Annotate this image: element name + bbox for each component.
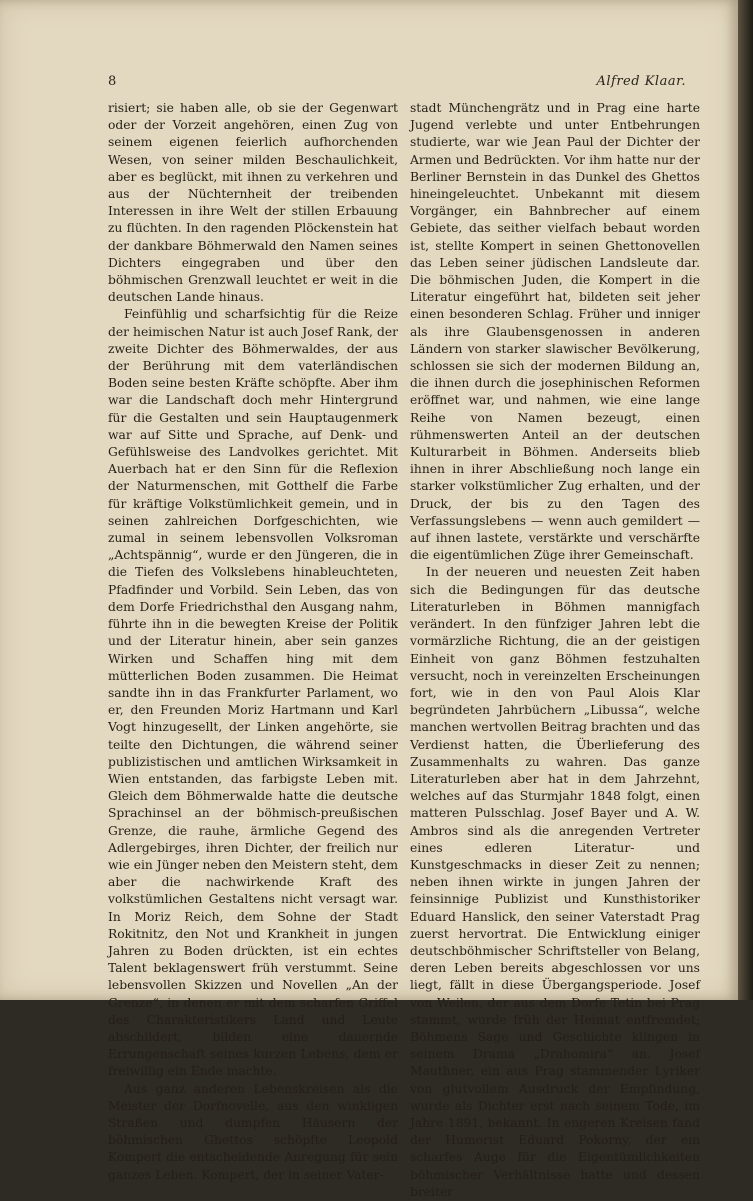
page-header — [108, 74, 686, 96]
paragraph: Aus ganz anderen Lebenskreisen als die Meister der Dorfnovelle, aus den winkligen Straßen und dumpfen Häusern der böhmischen Ghettos schöpfte Leopold Kompert die entscheidende Anregung für sein ganzes Leben. Kompert, der in seiner Vater- — [108, 1081, 398, 1182]
paragraph: In der neueren und neuesten Zeit haben sich die Bedingungen für das deutsche Literaturleben in Böhmen mannigfach verändert. In den fünfziger Jahren lebt die vormärzliche Richtung, die an der geistigen Einheit von ganz Böhmen festzuhalten versucht, noch in vereinzelten Erscheinungen fort, wie in den von Paul Alois Klar begründeten Jahrbüchern „Libussa“, welche manchen wertvollen Beitrag brachten und das Verdienst hatten, die Überlieferung des Zusammenhalts zu wahren. Das ganze Literaturleben aber hat in dem Jahrzehnt, welches auf das Sturmjahr 1848 folgt, einen matteren Pulsschlag. Josef Bayer und A. W. Ambros sind als die anregenden Vertreter eines edleren Literatur- und Kunstgeschmacks in dieser Zeit zu nennen; neben ihnen wirkte in jungen Jahren der feinsinnige Publizist und Kunsthistoriker Eduard Hanslick, den seiner Vaterstadt Prag zuerst hervortrat. Die Entwicklung einiger deutschböhmischer Schriftsteller von Belang, deren Leben bereits abgeschlossen vor uns liegt, fällt in diese Übergangsperiode. Josef von Weilen, der aus dem Dorfe Tetin bei Prag stammt, wurde früh der Heimat entfremdet; Böhmens Sage und Geschichte klingen in seinem Drama „Drahomira“ an. Josef Mauthner, ein aus Prag stammender Lyriker von glutvollem Ausdruck der Empfindung, wurde als Dichter erst nach seinem Tode, im Jahre 1891, bekannt. In engeren Kreisen fand der Humorist Eduard Pokorny, der ein scharfes Auge für die Eigentümlichkeiten böhmischer Verhältnisse hatte und dessen breiter — [410, 565, 701, 1199]
page-number: 8 — [108, 74, 117, 89]
paragraph: Feinfühlig und scharfsichtig für die Reize der heimischen Natur ist auch Josef Rank, der zweite Dichter des Böhmerwaldes, der aus der Berührung mit dem vaterländischen Boden seine besten Kräfte schöpfte. Aber ihm war die Landschaft doch mehr Hintergrund für die Gestalten und sein Hauptaugenmerk war auf Sitte und Sprache, auf Denk- und Gefühlsweise des Landvolkes gerichtet. Mit Auerbach hat er den Sinn für die Reflexion der Naturmenschen, mit Gotthelf die Farbe für kräftige Volkstümlichkeit gemein, und in seinen zahlreichen Dorfgeschichten, wie zumal in seinem lebensvollen Volksroman „Achtspännig“, wurde er den Jüngeren, die in die Tiefen des Volkslebens hinableuchteten, Pfadfinder und Vorbild. Sein Leben, das von dem Dorfe Friedrichsthal den Ausgang nahm, führte ihn in die bewegten Kreise der Politik und der Literatur hinein, aber sein ganzes Wirken und Schaffen hing mit dem mütterlichen Boden zusammen. Die Heimat sandte ihn in das Frankfurter Parlament, wo er, den Freunden Moriz Hartmann und Karl Vogt hinzugesellt, der Linken angehörte, sie teilte den Dichtungen, die während seiner publizistischen und amtlichen Wirksamkeit in Wien entstanden, das farbigste Leben mit. Gleich dem Böhmerwalde hatte die deutsche Sprachinsel an der böhmisch-preußischen Grenze, die rauhe, ärmliche Gegend des Adlergebirges, ihren Dichter, der freilich nur wie ein Jünger neben den Meistern steht, dem aber die nachwirkende Kraft des volkstümlichen Gestaltens nicht versagt war. In Moriz Reich, dem Sohne der Stadt Rokitnitz, den Not und Krankheit in jungen Jahren zu Boden drückten, ist ein echtes Talent beklagenswert früh verstummt. Seine lebensvollen Skizzen und Novellen „An der Grenze“, in denen er mit dem scharfen Griffel des Charakteristikers Land und Leute abschildert, bilden eine dauernde Errungenschaft seines kurzen Lebens, dem er freiwillig ein Ende machte. — [108, 307, 398, 1079]
right-column — [410, 100, 700, 1201]
paragraph: risiert; sie haben alle, ob sie der Gegenwart oder der Vorzeit angehören, einen Zug von seinem eigenen feierlich aufhorchenden Wesen, von seiner milden Beschaulichkeit, aber es beglückt, mit ihnen zu verkehren und aus der Nüchternheit der treibenden Interessen in ihre Welt der stillen Erbauung zu flüchten. In den ragenden Plöckenstein hat der dankbare Böhmerwald den Namen seines Dichters eingegraben und über den böhmischen Grenzwall leuchtet er weit in die deutschen Lande hinaus. — [108, 101, 398, 305]
page-edge-shadow — [738, 0, 753, 1000]
paragraph: stadt Münchengrätz und in Prag eine harte Jugend verlebte und unter Entbehrungen studierte, war wie Jean Paul der Dichter der Armen und Bedrückten. Vor ihm hatte nur der Berliner Bernstein in das Dunkel des Ghettos hineingeleuchtet. Unbekannt mit diesem Vorgänger, ein Bahnbrecher auf einem Gebiete, das seither vielfach bebaut worden ist, stellte Kompert in seinen Ghettonovellen das Leben seiner jüdischen Landsleute dar. Die böhmischen Juden, die Kompert in die Literatur eingeführt hat, bildeten seit jeher einen besonderen Schlag. Früher und inniger als ihre Glaubensgenossen in anderen Ländern von starker slawischer Bevölkerung, schlossen sie sich der modernen Bildung an, die ihnen durch die josephinischen Reformen eröffnet war, und nahmen, wie eine lange Reihe von Namen bezeugt, einen rühmenswerten Anteil an der deutschen Kulturarbeit in Böhmen. Anderseits blieb ihnen in ihrer Abschließung noch lange ein starker volkstümlicher Zug erhalten, und der Druck, der bis zu den Tagen des Verfassungslebens — wenn auch gemildert — auf ihnen lastete, verstärkte und verschärfte die eigentümlichen Züge ihrer Gemeinschaft. — [410, 101, 700, 563]
left-column — [108, 100, 398, 1184]
running-head: Alfred Klaar. — [596, 74, 686, 89]
